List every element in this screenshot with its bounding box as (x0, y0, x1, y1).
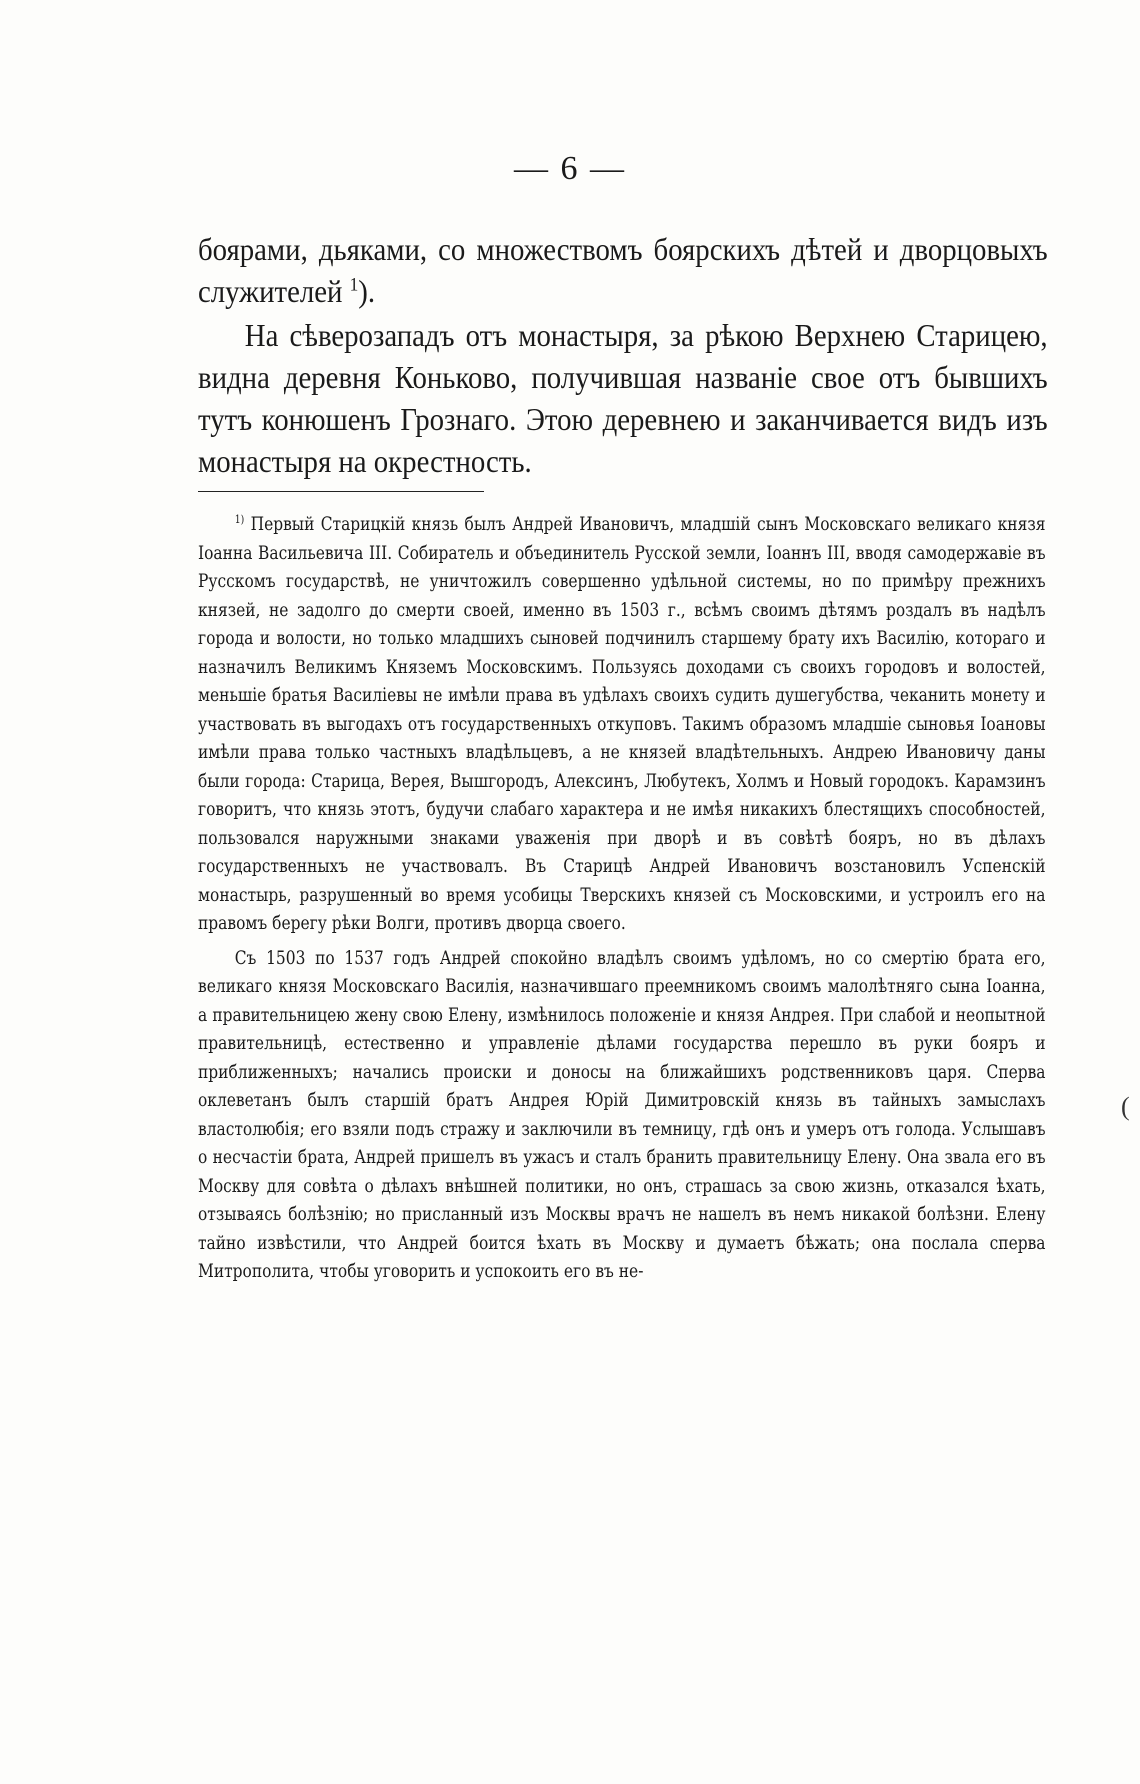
main-text (198, 228, 1048, 482)
page-number: — 6 — (514, 150, 626, 187)
main-paragraph-1-text: боярами, дьяками, со множествомъ боярскихъ дѣтей и дворцовыхъ служителей (198, 231, 1048, 309)
margin-mark: ( (1121, 1092, 1130, 1121)
main-paragraph-continuation (198, 228, 1048, 312)
footnote-marker: 1) (234, 512, 245, 526)
footnote-reference: 1 (349, 274, 359, 296)
main-paragraph-1-end: ). (358, 273, 376, 309)
footnote-paragraph-1 (198, 511, 1046, 939)
footnote-paragraph-2: Съ 1503 по 1537 годъ Андрей спокойно владѣлъ своимъ удѣломъ, но со смертію брата его, великаго князя Московскаго Василія, назначившаго преемникомъ своимъ малолѣтняго сына Іоанна, а правительницею жену свою Елену, измѣнилось положеніе и князя Андрея. При слабой и неопытной правительницѣ, естественно и управленіе дѣлами государства перешло въ руки бояръ и приближенныхъ; начались происки и доносы на ближайшихъ родственниковъ царя. Сперва оклеветанъ былъ старшій братъ Андрея Юрій Димитровскій князь въ тайныхъ замыслахъ властолюбія; его взяли подъ стражу и заключили въ темницу, гдѣ онъ и умеръ отъ голода. Услышавъ о несчастіи брата, Андрей пришелъ въ ужасъ и сталъ бранить правительницу Елену. Она звала его въ Москву для совѣта о дѣлахъ внѣшней политики, но онъ, страшась за свою жизнь, отказался ѣхать, отзываясь болѣзнію; но присланный изъ Москвы врачъ не нашелъ въ немъ никакой болѣзни. Елену тайно извѣстили, что Андрей боится ѣхать въ Москву и думаетъ бѣжать; она послала сперва Митрополита, чтобы уговорить и успокоить его въ не- (198, 947, 1046, 1282)
footnotes (198, 511, 1046, 1287)
footnote-divider (198, 491, 484, 492)
footnote-paragraph-1-text: Первый Старицкій князь былъ Андрей Ивановичъ, младшій сынъ Московскаго великаго князя Іоанна Васильевича III. Собиратель и объединитель Русской земли, Іоаннъ III, вводя самодержавіе въ Русскомъ государствѣ, не уничтожилъ совершенно удѣльной системы, но по примѣру прежнихъ князей, не задолго до смерти своей, именно въ 1503 г., всѣмъ своимъ дѣтямъ роздалъ въ надѣлъ города и волости, но только младшихъ сыновей подчинилъ старшему брату ихъ Василію, котораго и назначилъ Великимъ Княземъ Московскимъ. Пользуясь доходами съ своихъ городовъ и волостей, меньшіе братья Василіевы не имѣли права въ удѣлахъ своихъ судить душегубства, чеканить монету и участвовать въ выгодахъ отъ государственныхъ откуповъ. Такимъ образомъ младшіе сыновья Іоановы имѣли права только частныхъ владѣльцевъ, а не князей владѣтельныхъ. Андрею Ивановичу даны были города: Старица, Верея, Вышгородъ, Алексинъ, Любутекъ, Холмъ и Новый городокъ. Карамзинъ говоритъ, что князь этотъ, будучи слабаго характера и не имѣя никакихъ блестящихъ способностей, пользовался наружными знаками уваженія при дворѣ и въ совѣтѣ бояръ, но въ дѣлахъ государственныхъ не участвовалъ. Въ Старицѣ Андрей Ивановичъ возстановилъ Успенскій монастырь, разрушенный во время усобицы Тверскихъ князей съ Московскими, и устроилъ его на правомъ берегу рѣки Волги, противъ дворца своего. (198, 514, 1046, 934)
main-paragraph-2: На сѣверозападъ отъ монастыря, за рѣкою Верхнею Старицею, видна деревня Коньково, получившая названіе свое отъ бывшихъ тутъ конюшенъ Грознаго. Этою деревнею и заканчивается видъ изъ монастыря на окрестность. (198, 317, 1048, 479)
